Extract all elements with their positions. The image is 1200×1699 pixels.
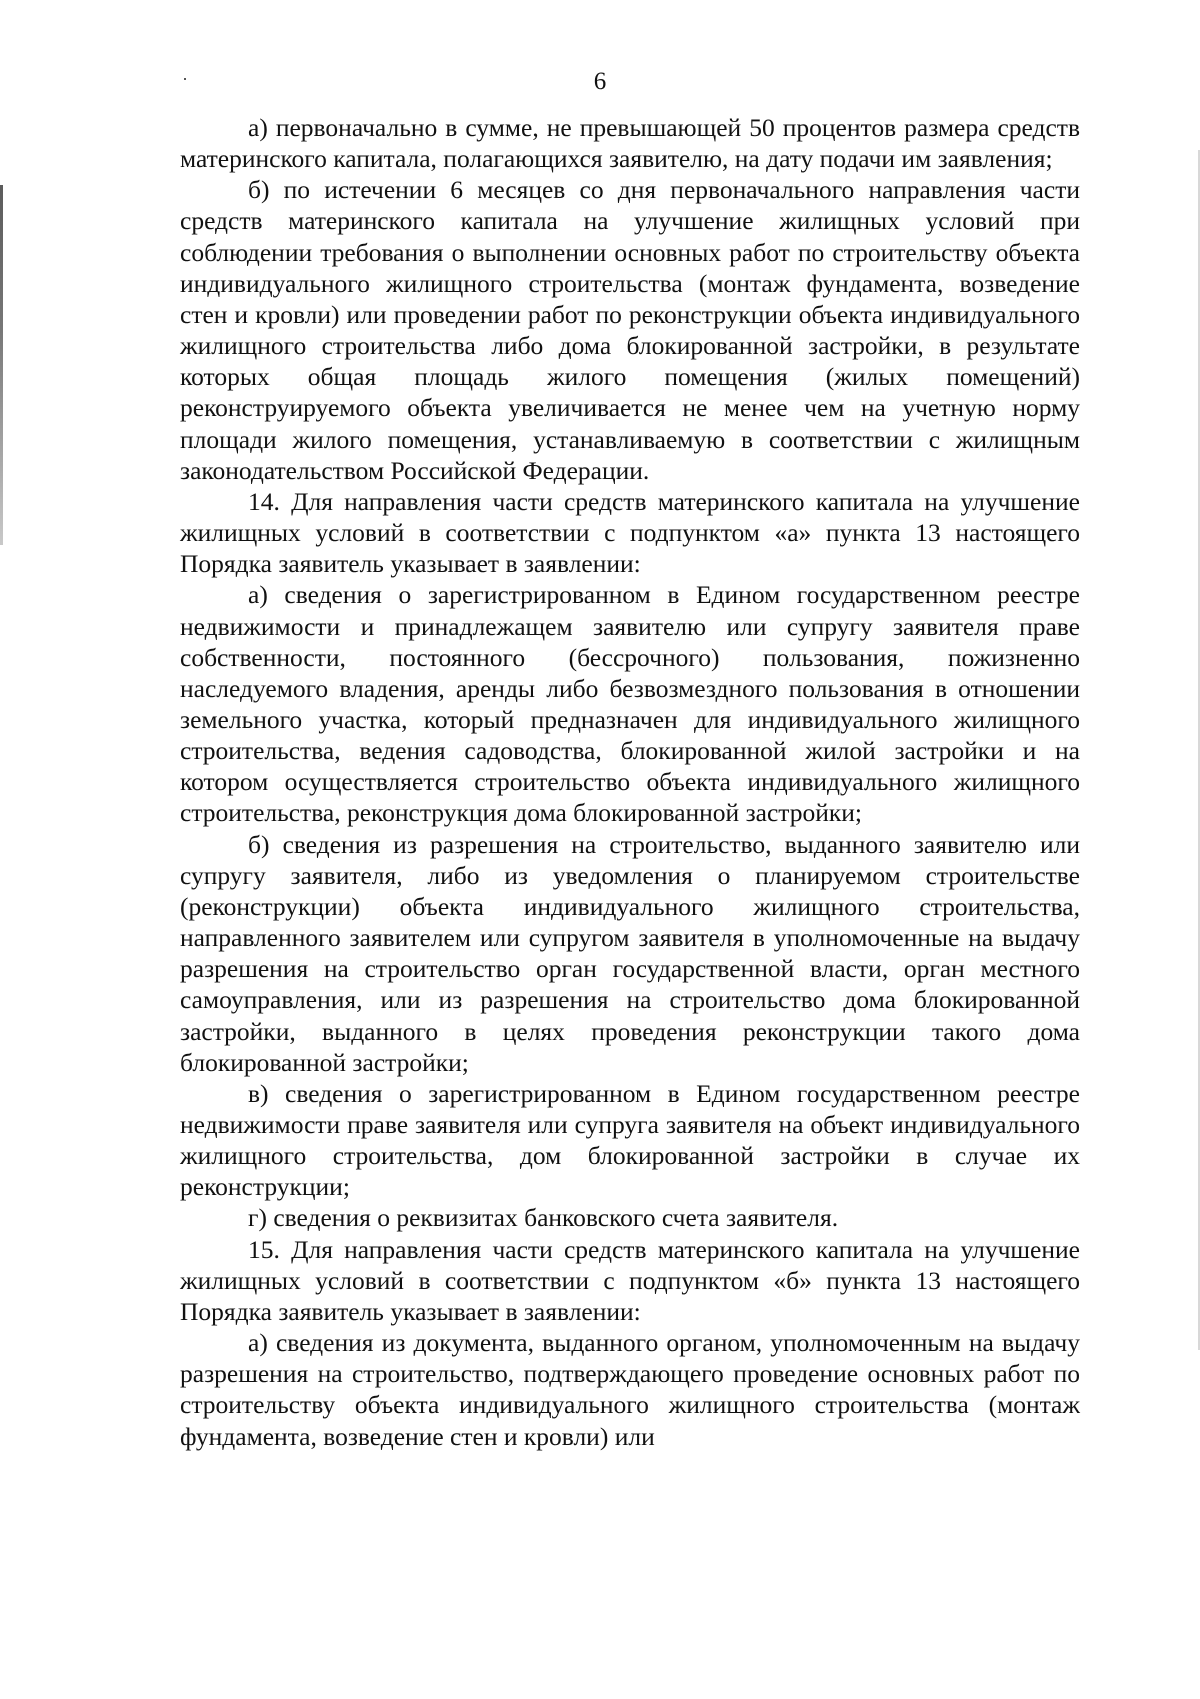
- paragraph-13a: а) первоначально в сумме, не превышающей 50 процентов размера средств материнского капитала, полагающихся заявителю, на дату подачи им заявления;: [180, 113, 1080, 174]
- paragraph-14g: г) сведения о реквизитах банковского счета заявителя.: [248, 1203, 839, 1233]
- paragraph-13b: б) по истечении 6 месяцев со дня первоначального направления части средств материнского капитала на улучшение жилищных условий при соблюдении требования о выполнении основных работ по строительству объекта индивидуального жилищного строительства (монтаж фундамента, возведение стен и кровли) или проведении работ по реконструкции объекта индивидуального жилищного строительства либо дома блокированной застройки, в результате которых общая площадь жилого помещения (жилых помещений) реконструируемого объекта увеличивается не менее чем на учетную норму площади жилого помещения, устанавливаемую в соответствии с жилищным законодательством Российской Федерации.: [180, 175, 1080, 485]
- paragraph-14: 14. Для направления части средств материнского капитала на улучшение жилищных условий в соответствии с подпунктом «а» пункта 13 настоящего Порядка заявитель указывает в заявлении:: [180, 486, 1080, 579]
- document-body: [180, 112, 1080, 1452]
- paragraph-14b: б) сведения из разрешения на строительство, выданного заявителю или супругу заявителя, либо из уведомления о планируемом строительстве (реконструкции) объекта индивидуального жилищного строительства, направленного заявителем или супругом заявителя в уполномоченные на выдачу разрешения на строительство орган государственной власти, орган местного самоуправления, или из разрешения на строительство дома блокированной застройки, выданного в целях проведения реконструкции такого дома блокированной застройки;: [180, 829, 1080, 1077]
- paragraph-14a: а) сведения о зарегистрированном в Едином государственном реестре недвижимости и принадлежащем заявителю или супругу заявителя праве собственности, постоянного (бессрочного) пользования, пожизненно наследуемого владения, аренды либо безвозмездного пользования в отношении земельного участка, который предназначен для индивидуального жилищного строительства, ведения садоводства, блокированной жилой застройки и на котором осуществляется строительство объекта индивидуального жилищного строительства, реконструкция дома блокированной застройки;: [180, 580, 1080, 828]
- paragraph-14v: в) сведения о зарегистрированном в Едином государственном реестре недвижимости праве заявителя или супруга заявителя на объект индивидуального жилищного строительства, дом блокированной застройки в случае их реконструкции;: [180, 1078, 1080, 1202]
- scan-binding-edge: [0, 185, 3, 545]
- page-number: 6: [593, 68, 607, 95]
- paragraph-15: 15. Для направления части средств материнского капитала на улучшение жилищных условий в соответствии с подпунктом «б» пункта 13 настоящего Порядка заявитель указывает в заявлении:: [180, 1234, 1080, 1326]
- paragraph-15a: а) сведения из документа, выданного органом, уполномоченным на выдачу разрешения на строительство, подтверждающего проведение основных работ по строительству объекта индивидуального жилищного строительства (монтаж фундамента, возведение стен и кровли) или: [180, 1328, 1080, 1451]
